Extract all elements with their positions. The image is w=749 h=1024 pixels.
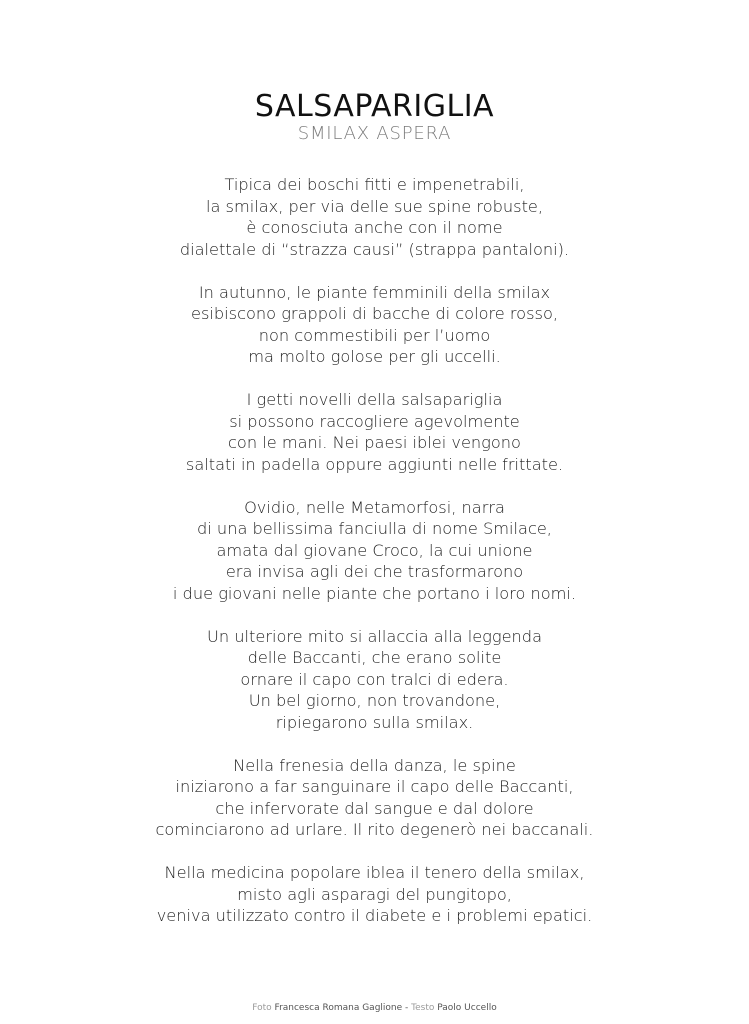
text-line: dialettale di “strazza causi” (strappa pantaloni). [179, 239, 570, 259]
paragraph [0, 755, 749, 841]
text-line: ma molto golose per gli uccelli. [248, 347, 501, 366]
paragraph [0, 626, 749, 734]
photo-credit: Francesca Romana Gaglione [274, 1003, 403, 1013]
text-line: i due giovani nelle piante che portano i loro nomi. [172, 583, 577, 603]
paragraph [0, 282, 749, 368]
text-line: Ovidio, nelle Metamorfosi, narra [244, 497, 505, 517]
text-line: non commestibili per l’uomo [258, 325, 491, 345]
text-line: iniziarono a far sanguinare il capo delle Baccanti, [175, 777, 574, 796]
text-line: di una bellissima fanciulla di nome Smilace, [197, 519, 552, 538]
paragraph [0, 389, 749, 475]
text-line: Nella medicina popolare iblea il tenero della smilax, [164, 863, 585, 882]
text-line: amata dal giovane Croco, la cui unione [216, 540, 533, 560]
paragraph [0, 497, 749, 605]
text-line: Un ulteriore mito si allaccia alla leggenda [207, 626, 542, 646]
text-credit: Paolo Uccello [437, 1003, 497, 1013]
text-line: misto agli asparagi del pungitopo, [237, 884, 512, 904]
text-line: che infervorate dal sangue e dal dolore [215, 798, 534, 818]
text-line: Tipica dei boschi fitti e impenetrabili, [224, 175, 525, 194]
text-line: saltati in padella oppure aggiunti nelle frittate. [185, 454, 564, 474]
text-line: era invisa agli dei che trasformarono [225, 562, 524, 581]
text-line: In autunno, le piante femminili della smilax [198, 282, 551, 302]
photo-label: Foto [252, 1003, 272, 1013]
credits-footer [0, 1002, 749, 1014]
paragraph [0, 174, 749, 260]
page-subtitle: SMILAX ASPERA [297, 123, 452, 144]
credit-separator: - [405, 1003, 409, 1013]
page-title: SALSAPARIGLIA [254, 89, 495, 124]
body-text [0, 174, 749, 948]
text-line: con le mani. Nei paesi iblei vengono [228, 433, 521, 452]
text-line: Nella frenesia della danza, le spine [233, 755, 516, 775]
text-line: ornare il capo con tralci di edera. [240, 669, 509, 689]
text-line: I getti novelli della salsapariglia [246, 390, 503, 409]
text-line: si possono raccogliere agevolmente [229, 411, 520, 431]
text-line: delle Baccanti, che erano solite [247, 648, 502, 667]
text-line: veniva utilizzato contro il diabete e i problemi epatici. [156, 906, 593, 925]
text-label: Testo [411, 1003, 435, 1013]
paragraph [0, 862, 749, 927]
text-line: cominciarono ad urlare. Il rito degenerò nei baccanali. [155, 820, 594, 839]
text-line: Un bel giorno, non trovandone, [248, 691, 501, 710]
text-line: è conosciuta anche con il nome [246, 218, 503, 237]
text-line: esibiscono grappoli di bacche di colore rosso, [190, 304, 559, 323]
text-line: la smilax, per via delle sue spine robuste, [205, 196, 544, 216]
text-line: ripiegarono sulla smilax. [275, 712, 474, 732]
